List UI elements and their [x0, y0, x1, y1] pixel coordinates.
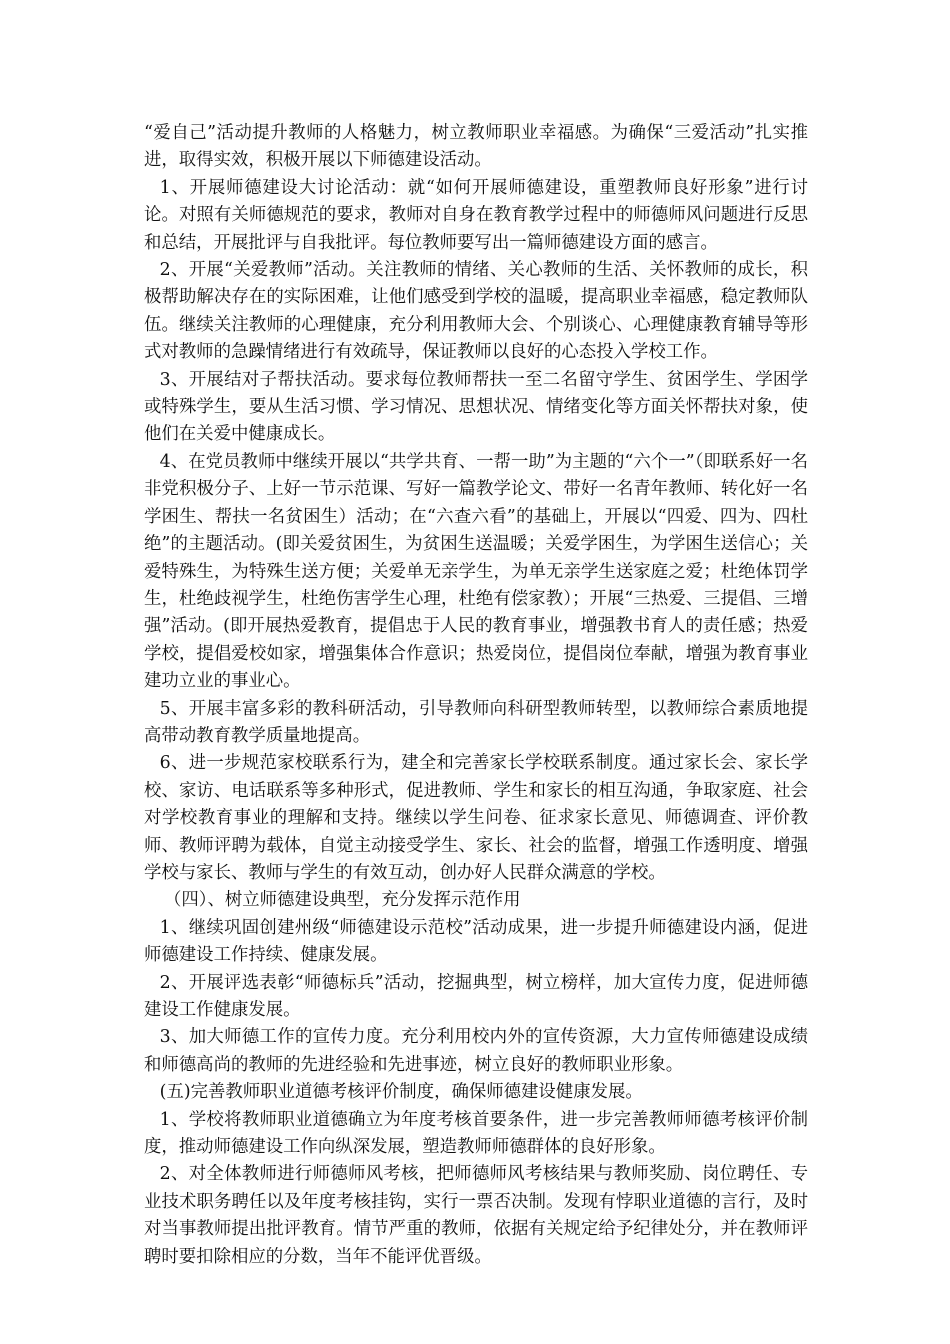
- paragraph-section4-item-3: 3、加大师德工作的宣传力度。充分利用校内外的宣传资源，大力宣传师德建设成绩和师德高尚的教师的先进经验和先进事迹，树立良好的教师职业形象。: [144, 1027, 808, 1075]
- paragraph-item-4: 4、在党员教师中继续开展以“共学共育、一帮一助”为主题的“六个一”（即联系好一名非党积极分子、上好一节示范课、写好一篇教学论文、带好一名青年教师、转化好一名学困生、帮扶一名贫困生）活动；在“六查六看”的基础上，开展以“四爱、四为、四杜绝”的主题活动。(即关爱贫困生，为贫困生送温暖；关爱学困生，为学困生送信心；关爱特殊生，为特殊生送方便；关爱单无亲学生，为单无亲学生送家庭之爱；杜绝体罚学生，杜绝歧视学生，杜绝伤害学生心理，杜绝有偿家教）；开展“三热爱、三提倡、三增强”活动。(即开展热爱教育，提倡忠于人民的教育事业，增强教书育人的责任感；热爱学校，提倡爱校如家，增强集体合作意识；热爱岗位，提倡岗位奉献，增强为教育事业建功立业的事业心。: [144, 451, 808, 692]
- paragraph-section4-item-2: 2、开展评选表彰“师德标兵”活动，挖掘典型，树立榜样，加大宣传力度，促进师德建设工作健康发展。: [144, 972, 808, 1020]
- section-heading-5: (五)完善教师职业道德考核评价制度，确保师德建设健康发展。: [159, 1082, 643, 1103]
- paragraph-section5-item-1: 1、学校将教师职业道德确立为年度考核首要条件，进一步完善教师师德考核评价制度，推动师德建设工作向纵深发展，塑造教师师德群体的良好形象。: [144, 1109, 808, 1158]
- document-body: [144, 120, 808, 1271]
- paragraph-item-2: 2、开展“关爱教师”活动。关注教师的情绪、关心教师的生活、关怀教师的成长，积极帮助解决存在的实际困难，让他们感受到学校的温暖，提高职业幸福感，稳定教师队伍。继续关注教师的心理健康，充分利用教师大会、个别谈心、心理健康教育辅导等形式对教师的急躁情绪进行有效疏导，保证教师以良好的心态投入学校工作。: [144, 260, 808, 363]
- section-heading-4: （四）、树立师德建设典型，充分发挥示范作用: [164, 890, 521, 911]
- paragraph-item-3: 3、开展结对子帮扶活动。要求每位教师帮扶一至二名留守学生、贫困学生、学困学或特殊学生，要从生活习惯、学习情况、思想状况、情绪变化等方面关怀帮扶对象，使他们在关爱中健康成长。: [144, 369, 808, 445]
- paragraph-item-1: 1、开展师德建设大讨论活动：就“如何开展师德建设，重塑教师良好形象”进行讨论。对照有关师德规范的要求，教师对自身在教育教学过程中的师德师风问题进行反思和总结，开展批评与自我批评。每位教师要写出一篇师德建设方面的感言。: [144, 177, 808, 253]
- paragraph-intro: “爱自己”活动提升教师的人格魅力，树立教师职业幸福感。为确保“三爱活动”扎实推进，取得实效，积极开展以下师德建设活动。: [144, 123, 808, 171]
- paragraph-item-5: 5、开展丰富多彩的教科研活动，引导教师向科研型教师转型，以教师综合素质地提高带动教育教学质量地提高。: [144, 698, 808, 746]
- paragraph-item-6: 6、进一步规范家校联系行为，建全和完善家长学校联系制度。通过家长会、家长学校、家访、电话联系等多种形式，促进教师、学生和家长的相互沟通，争取家庭、社会对学校教育事业的理解和支持。继续以学生问卷、征求家长意见、师德调查、评价教师、教师评聘为载体，自觉主动接受学生、家长、社会的监督，增强工作透明度、增强学校与家长、教师与学生的有效互动，创办好人民群众满意的学校。: [144, 753, 808, 883]
- paragraph-section5-item-2: 2、对全体教师进行师德师风考核，把师德师风考核结果与教师奖励、岗位聘任、专业技术职务聘任以及年度考核挂钩，实行一票否决制。发现有悖职业道德的言行，及时对当事教师提出批评教育。情节严重的教师，依据有关规定给予纪律处分，并在教师评聘时要扣除相应的分数，当年不能评优晋级。: [144, 1164, 808, 1267]
- paragraph-section4-item-1: 1、继续巩固创建州级“师德建设示范校”活动成果，进一步提升师德建设内涵，促进师德建设工作持续、健康发展。: [144, 917, 808, 966]
